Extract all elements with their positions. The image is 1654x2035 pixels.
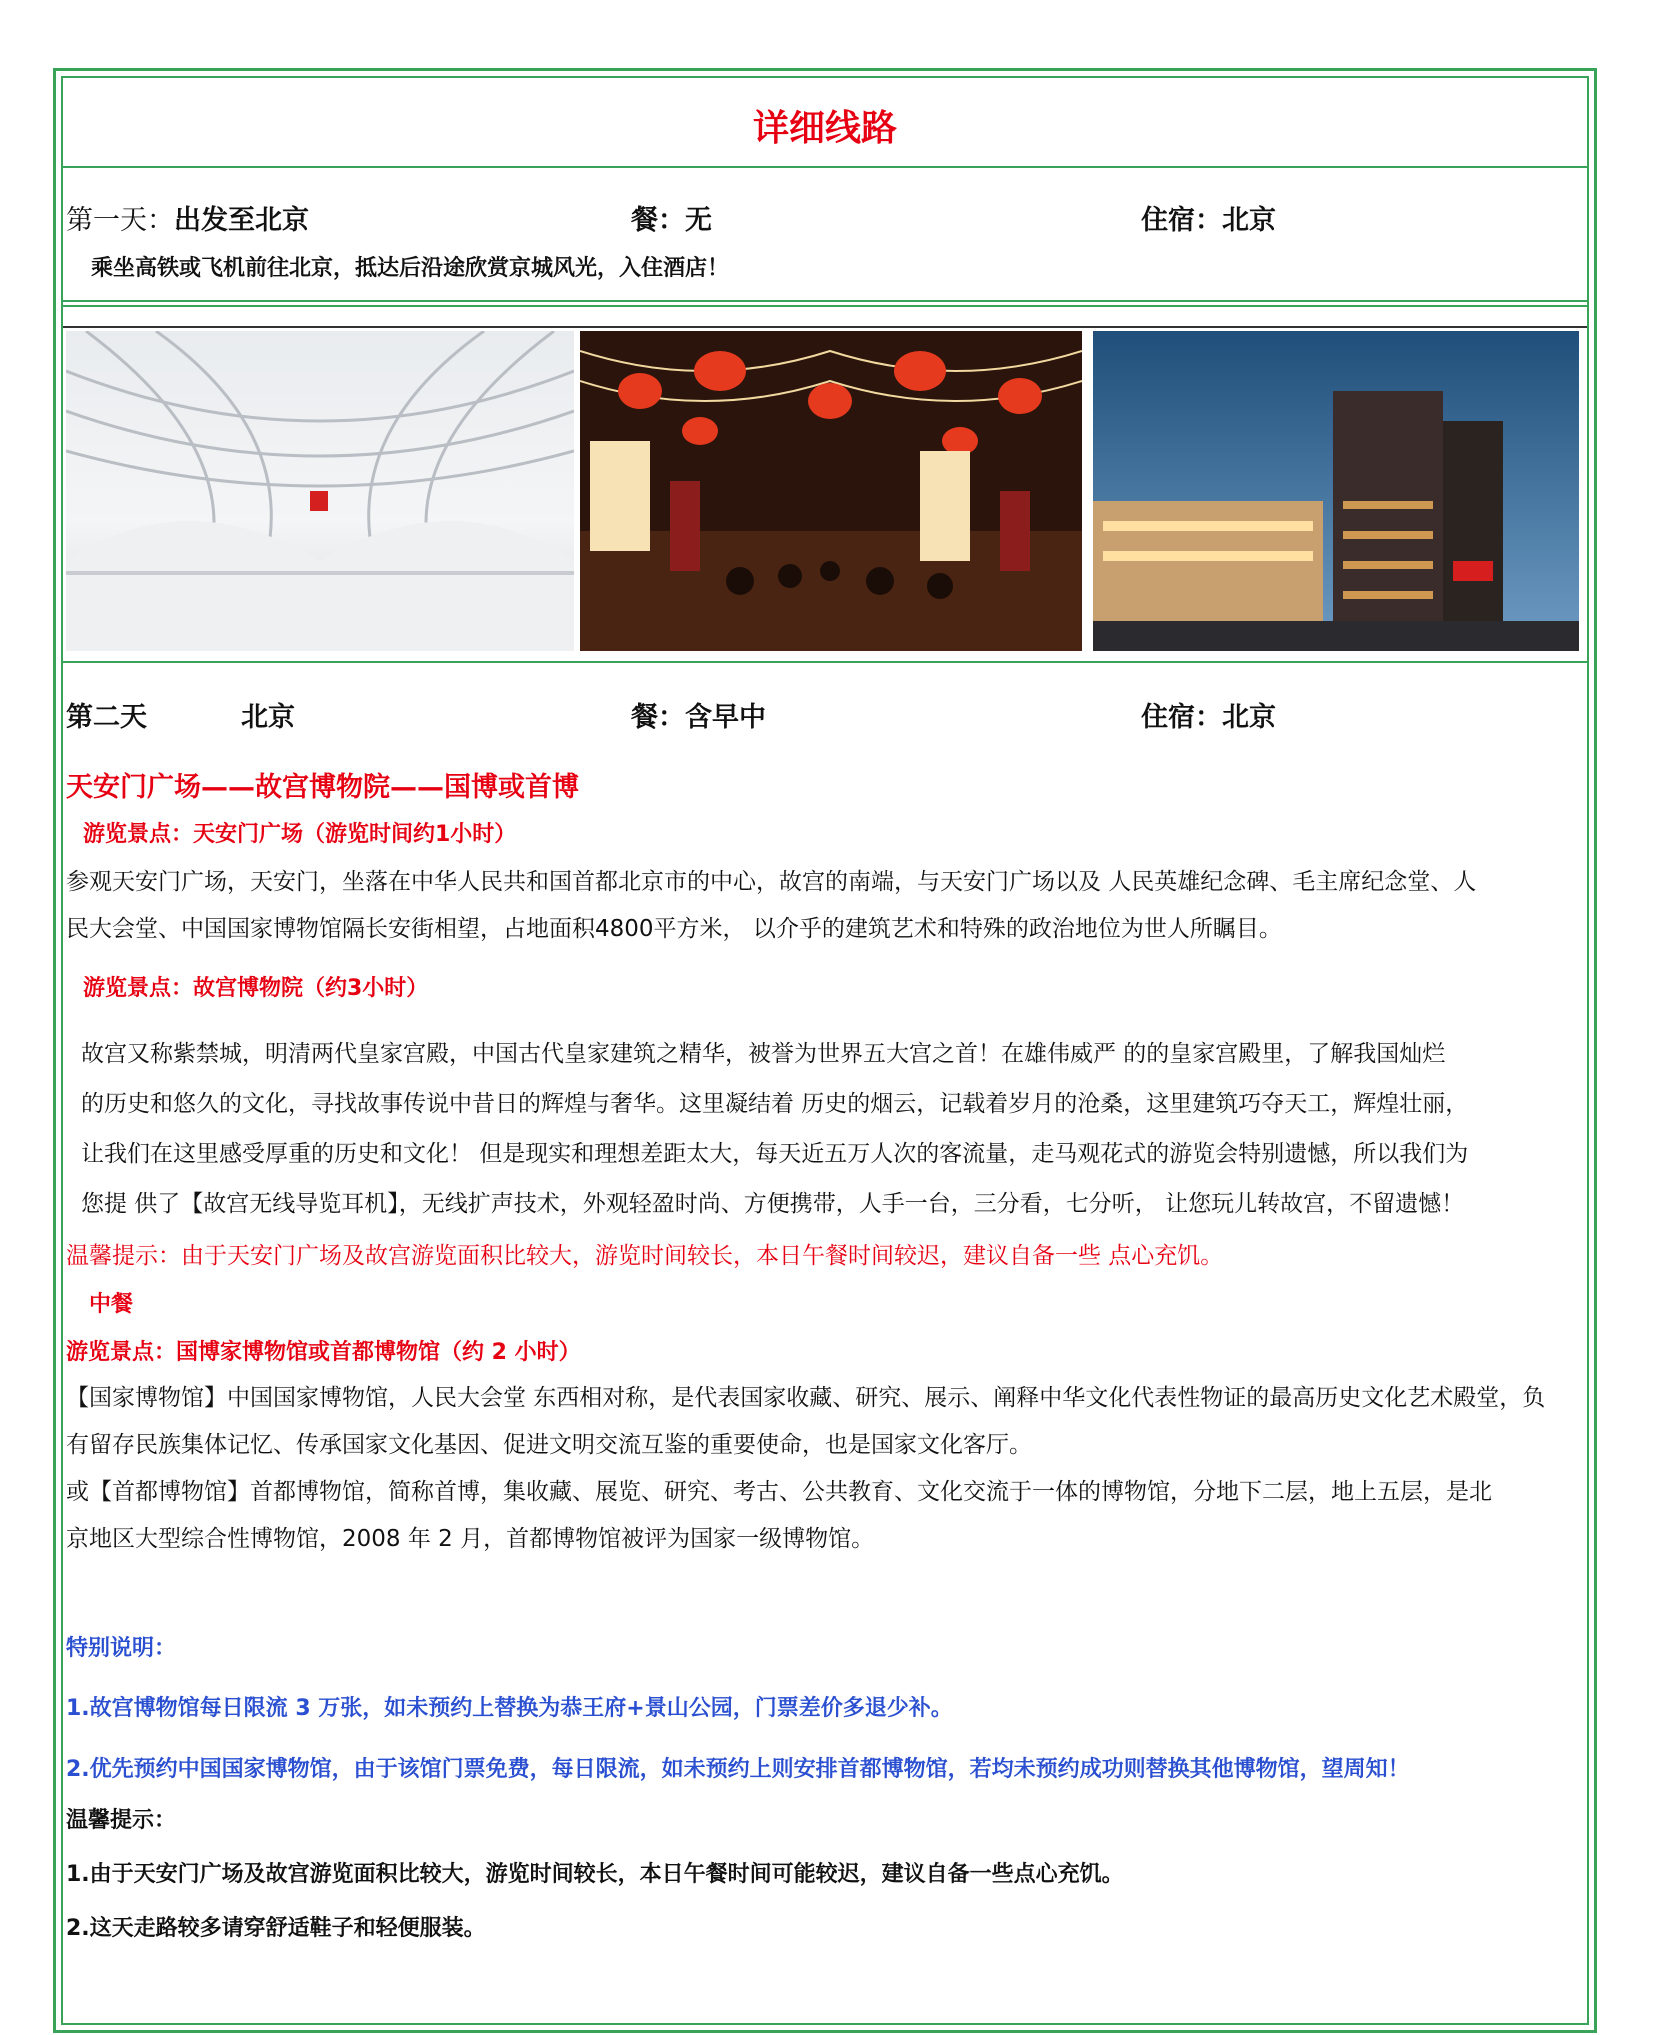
daxing-airport-photo (66, 331, 574, 651)
day1-stay-value: 北京 (1222, 205, 1276, 236)
day2-stay-label: 住宿： (1141, 702, 1222, 733)
spot3-title: 游览景点：国博家博物馆或首都博物馆（约 2 小时） (66, 1340, 581, 1365)
day2-title (66, 695, 147, 734)
night-street-lanterns-photo (580, 331, 1082, 651)
warm-tips-title: 温馨提示： (66, 1808, 177, 1833)
itinerary-frame (53, 68, 1597, 2033)
divider (63, 166, 1587, 168)
warm-tip-item: 1.由于天安门广场及故宫游览面积比较大，游览时间较长，本日午餐时间可能较迟，建议自备一些点心充饥。 (66, 1862, 1124, 1887)
day2-meal (631, 695, 766, 734)
lunch-label: 中餐 (89, 1292, 134, 1317)
spot3-line: 或【首都博物馆】首都博物馆，简称首博，集收藏、展览、研究、考古、公共教育、文化交流于一体的博物馆，分地下二层，地上五层，是北 (66, 1479, 1492, 1505)
day1-title (66, 198, 309, 237)
title-row (63, 78, 1587, 168)
day2-meal-value: 含早中 (685, 702, 766, 733)
day2-meal-label: 餐： (631, 702, 685, 733)
itinerary-table (61, 76, 1589, 2025)
spot2-title: 游览景点：故宫博物院（约3小时） (83, 976, 429, 1001)
spot2-line: 让我们在这里感受厚重的历史和文化！ 但是现实和理想差距太大，每天近五万人次的客流量，走马观花式的游览会特别遗憾，所以我们为 (81, 1141, 1469, 1167)
day1-stay (1141, 198, 1276, 237)
day1-stay-label: 住宿： (1141, 205, 1222, 236)
day2-stay (1141, 695, 1276, 734)
day2-route-title: 天安门广场——故宫博物院——国博或首博 (66, 772, 579, 803)
divider (63, 300, 1587, 302)
day1-section (63, 170, 1587, 300)
day1-description: 乘坐高铁或飞机前往北京，抵达后沿途欣赏京城风光，入住酒店！ (91, 256, 730, 281)
spot2-line: 您提 供了【故宫无线导览耳机】，无线扩声技术，外观轻盈时尚、方便携带，人手一台，三分看，七分听， 让您玩儿转故宫，不留遗憾！ (81, 1191, 1465, 1217)
warm-tip-item: 2.这天走路较多请穿舒适鞋子和轻便服装。 (66, 1916, 486, 1941)
spot2-line: 的历史和悠久的文化，寻找故事传说中昔日的辉煌与奢华。这里凝结着 历史的烟云，记载着岁月的沧桑，这里建筑巧夺天工，辉煌壮丽， (81, 1091, 1469, 1117)
spot1-line: 参观天安门广场，天安门，坐落在中华人民共和国首都北京市的中心，故宫的南端，与天安门广场以及 人民英雄纪念碑、毛主席纪念堂、人 (66, 869, 1477, 895)
spot2-line: 故宫又称紫禁城，明清两代皇家宫殿，中国古代皇家建筑之精华，被誉为世界五大宫之首！在雄伟威严 的的皇家宫殿里，了解我国灿烂 (81, 1041, 1446, 1067)
day2-section (63, 663, 1587, 2033)
warm-tip-red: 温馨提示：由于天安门广场及故宫游览面积比较大，游览时间较长，本日午餐时间较迟，建议自备一些 点心充饥。 (66, 1243, 1224, 1269)
day1-label: 第一天： (66, 205, 174, 236)
spot3-line: 京地区大型综合性博物馆，2008 年 2 月，首都博物馆被评为国家一级博物馆。 (66, 1526, 875, 1552)
day1-meal-label: 餐： (631, 205, 685, 236)
day2-stay-value: 北京 (1222, 702, 1276, 733)
day1-route: 出发至北京 (174, 205, 309, 236)
day1-meal (631, 198, 712, 237)
spot1-line: 民大会堂、中国国家博物馆隔长安街相望，占地面积4800平方米， 以介乎的建筑艺术和特殊的政治地位为世人所瞩目。 (66, 916, 1282, 942)
special-notes-title: 特别说明： (66, 1636, 177, 1661)
spot3-line: 有留存民族集体记忆、传承国家文化基因、促进文明交流互鉴的重要使命，也是国家文化客厅。 (66, 1432, 1032, 1458)
day1-meal-value: 无 (685, 205, 712, 236)
day2-label: 第二天 (66, 702, 147, 733)
taikoo-li-mall-photo (1093, 331, 1579, 651)
photo-row (63, 331, 1587, 661)
spot1-title: 游览景点：天安门广场（游览时间约1小时） (83, 822, 517, 847)
special-note-item: 1.故宫博物馆每日限流 3 万张，如未预约上替换为恭王府+景山公园，门票差价多退少补。 (66, 1696, 953, 1721)
day2-city: 北京 (241, 702, 295, 733)
divider (63, 305, 1587, 307)
special-note-item: 2.优先预约中国国家博物馆，由于该馆门票免费，每日限流，如未预约上则安排首都博物馆，若均未预约成功则替换其他博物馆，望周知！ (66, 1757, 1410, 1782)
divider (63, 326, 1587, 328)
page-title: 详细线路 (752, 108, 897, 149)
spot3-line: 【国家博物馆】中国国家博物馆，人民大会堂 东西相对称，是代表国家收藏、研究、展示、阐释中华文化代表性物证的最高历史文化艺术殿堂，负 (66, 1385, 1546, 1411)
